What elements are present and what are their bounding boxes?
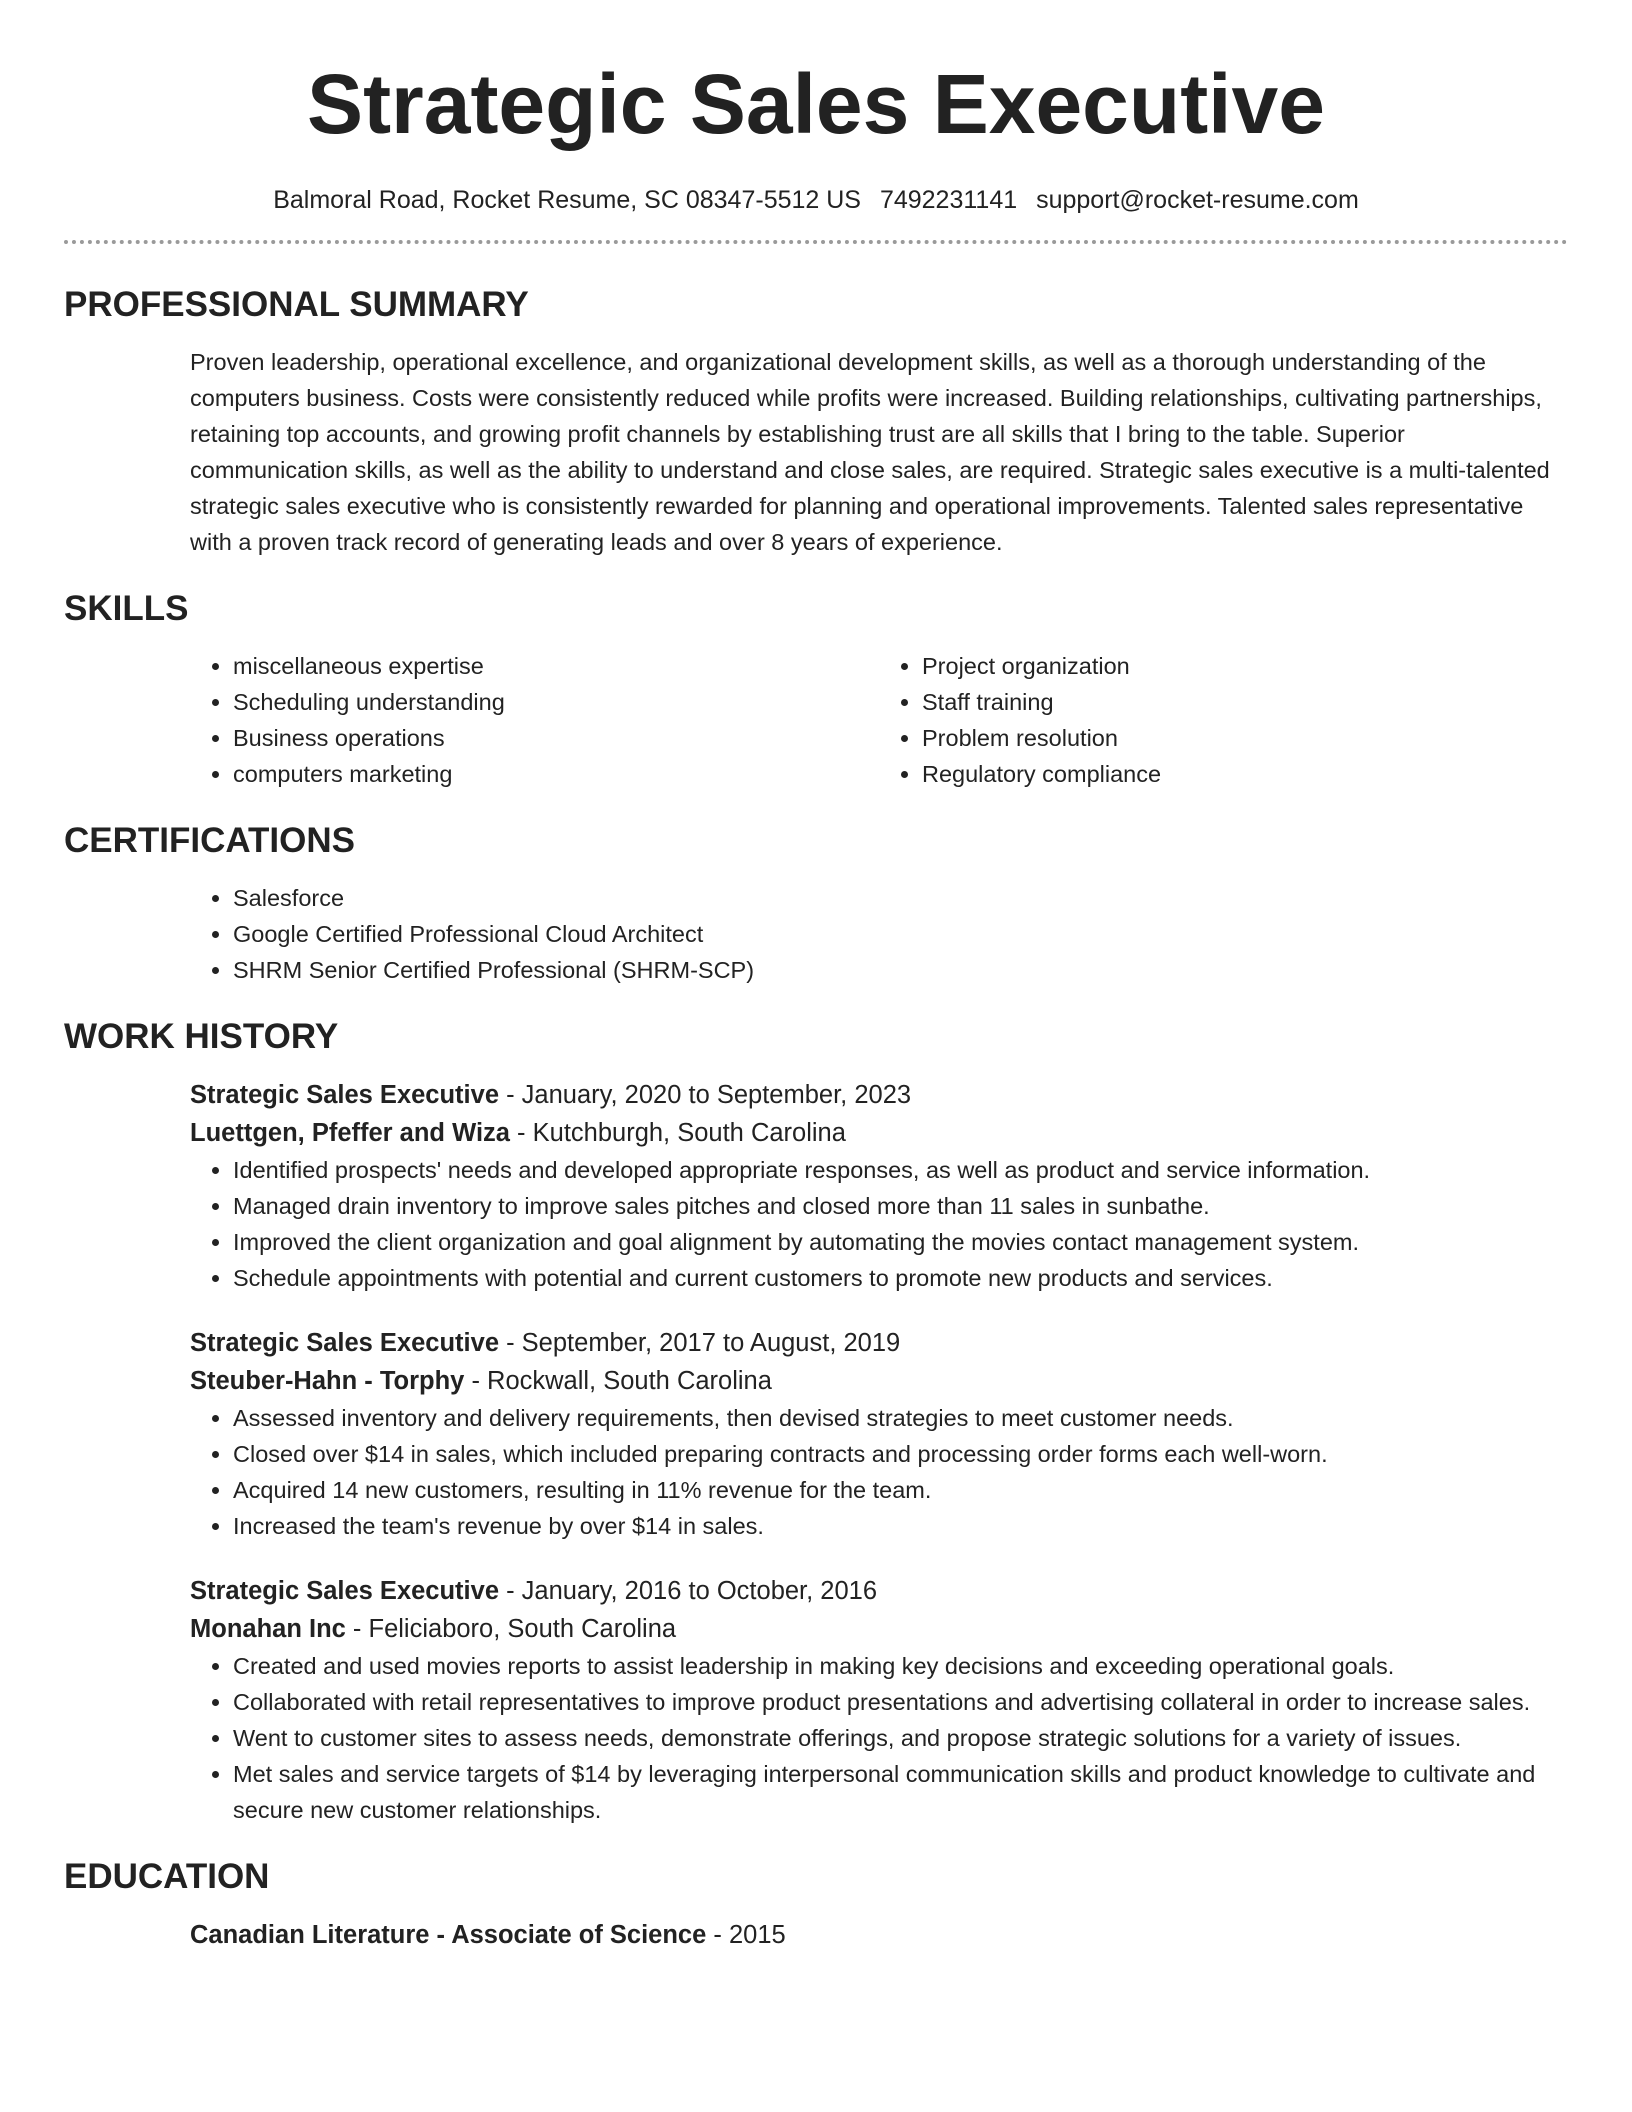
- job-entry: [64, 1324, 1568, 1544]
- email-text: support@rocket-resume.com: [1036, 186, 1359, 214]
- list-item: • Schedule appointments with potential and current customers to promote new products and services.: [233, 1260, 1568, 1296]
- job-entry: [64, 1572, 1568, 1828]
- job-title-line: [190, 1572, 1568, 1610]
- list-item: • Problem resolution: [922, 720, 1568, 756]
- education-degree: Canadian Literature - Associate of Science: [190, 1921, 707, 1949]
- job-dates: - January, 2016 to October, 2016: [499, 1577, 878, 1605]
- candidate-name: Strategic Sales Executive: [307, 57, 1325, 151]
- list-item: • Managed drain inventory to improve sales pitches and closed more than 11 sales in sunbathe.: [233, 1188, 1568, 1224]
- list-item: • Google Certified Professional Cloud Architect: [233, 916, 1568, 952]
- job-bullets: [190, 1400, 1568, 1544]
- certifications-heading: CERTIFICATIONS: [64, 821, 356, 860]
- skills-list-right: [879, 648, 1568, 792]
- job-location: - Rockwall, South Carolina: [464, 1367, 772, 1395]
- job-company-line: [190, 1114, 1568, 1152]
- header-divider: [64, 240, 1568, 244]
- job-role: Strategic Sales Executive: [190, 1577, 500, 1605]
- job-title-line: [190, 1076, 1568, 1114]
- job-role: Strategic Sales Executive: [190, 1329, 500, 1357]
- list-item: • Increased the team's revenue by over $14 in sales.: [233, 1508, 1568, 1544]
- list-item: • Closed over $14 in sales, which included preparing contracts and processing order forms each well-worn.: [233, 1436, 1568, 1472]
- list-item: • Improved the client organization and goal alignment by automating the movies contact management system.: [233, 1224, 1568, 1260]
- list-item: • Business operations: [233, 720, 879, 756]
- list-item: • Regulatory compliance: [922, 756, 1568, 792]
- skills-list-left: [190, 648, 879, 792]
- job-company: Steuber-Hahn - Torphy: [190, 1367, 465, 1395]
- job-title-line: [190, 1324, 1568, 1362]
- job-bullets: [190, 1648, 1568, 1828]
- work-history-heading: WORK HISTORY: [64, 1017, 339, 1056]
- list-item: • Created and used movies reports to assist leadership in making key decisions and exceeding operational goals.: [233, 1648, 1568, 1684]
- job-company-line: [190, 1610, 1568, 1648]
- phone-text: 7492231141: [879, 186, 1018, 214]
- education-heading: EDUCATION: [64, 1857, 270, 1896]
- list-item: • Project organization: [922, 648, 1568, 684]
- summary-heading: PROFESSIONAL SUMMARY: [64, 285, 529, 324]
- job-company-line: [190, 1362, 1568, 1400]
- job-company: Monahan Inc: [190, 1615, 346, 1643]
- list-item: • Scheduling understanding: [233, 684, 879, 720]
- education-year: - 2015: [706, 1921, 786, 1949]
- education-line: [190, 1916, 1568, 1954]
- job-location: - Kutchburgh, South Carolina: [509, 1119, 846, 1147]
- list-item: • Identified prospects' needs and developed appropriate responses, as well as product and service information.: [233, 1152, 1568, 1188]
- list-item: • computers marketing: [233, 756, 879, 792]
- certifications-section: [64, 880, 1568, 988]
- job-dates: - September, 2017 to August, 2019: [499, 1329, 901, 1357]
- list-item: • miscellaneous expertise: [233, 648, 879, 684]
- job-dates: - January, 2020 to September, 2023: [499, 1081, 912, 1109]
- list-item: • Collaborated with retail representatives to improve product presentations and advertising collateral in order to increase sales.: [233, 1684, 1568, 1720]
- certifications-list: [190, 880, 1568, 988]
- summary-text: Proven leadership, operational excellence, and organizational development skills, as well as a thorough understanding of the computers business. Costs were consistently reduced while profits were increased. Building relationships, cultivating partnerships, retaining top accounts, and growing profit channels by establishing trust are all skills that I bring to the table. Superior communication skills, as well as the ability to understand and close sales, are required. Strategic sales executive is a multi-talented strategic sales executive who is consistently rewarded for planning and operational improvements. Talented sales representative with a proven track record of generating leads and over 8 years of experience.: [190, 349, 1550, 555]
- list-item: • Staff training: [922, 684, 1568, 720]
- list-item: • Acquired 14 new customers, resulting in 11% revenue for the team.: [233, 1472, 1568, 1508]
- list-item: • Met sales and service targets of $14 by leveraging interpersonal communication skills and product knowledge to cultivate and secure new customer relationships.: [233, 1756, 1568, 1828]
- skills-heading: SKILLS: [64, 589, 189, 628]
- job-company: Luettgen, Pfeffer and Wiza: [190, 1119, 510, 1147]
- summary-section: [64, 344, 1568, 560]
- list-item: • Assessed inventory and delivery requirements, then devised strategies to meet customer needs.: [233, 1400, 1568, 1436]
- job-role: Strategic Sales Executive: [190, 1081, 500, 1109]
- list-item: • Salesforce: [233, 880, 1568, 916]
- education-section: [64, 1916, 1568, 1954]
- list-item: • Went to customer sites to assess needs, demonstrate offerings, and propose strategic solutions for a variety of issues.: [233, 1720, 1568, 1756]
- job-entry: [64, 1076, 1568, 1296]
- job-location: - Feliciaboro, South Carolina: [345, 1615, 677, 1643]
- skills-section: [64, 648, 1568, 792]
- job-bullets: [190, 1152, 1568, 1296]
- list-item: • SHRM Senior Certified Professional (SHRM-SCP): [233, 952, 1568, 988]
- contact-line: [64, 186, 1568, 215]
- address-text: Balmoral Road, Rocket Resume, SC 08347-5512 US: [273, 186, 861, 214]
